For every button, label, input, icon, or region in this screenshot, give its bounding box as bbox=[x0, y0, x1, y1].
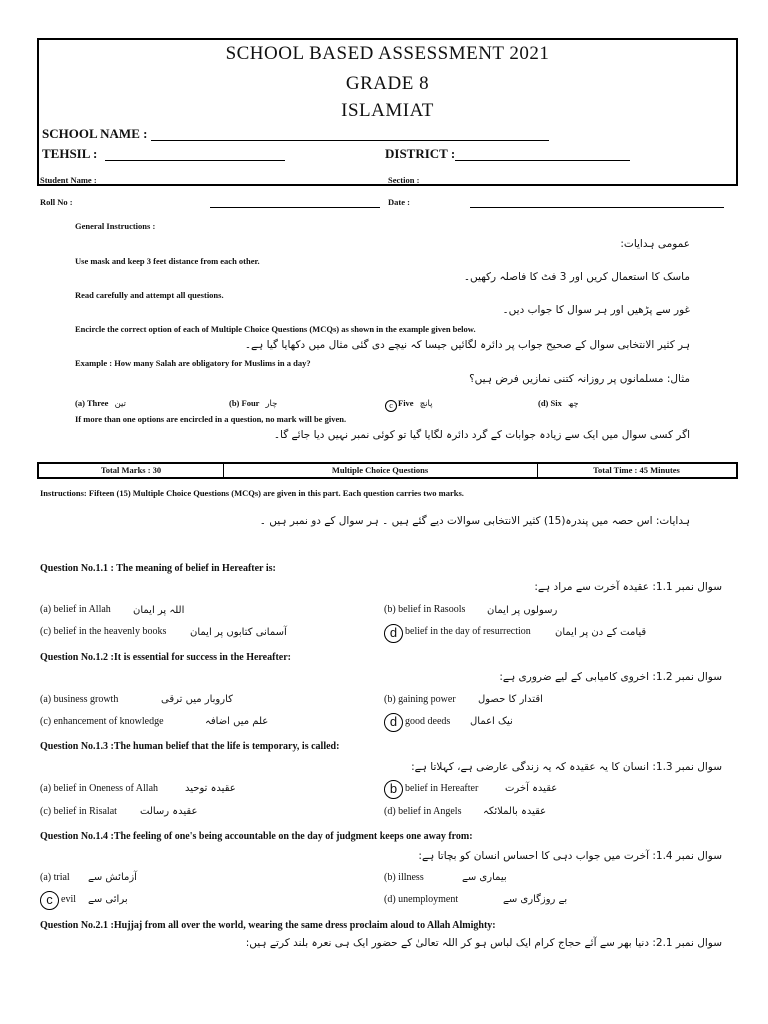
mcq-instructions-en: Instructions: Fifteen (15) Multiple Choice Questions (MCQs) are given in this part. Each question carries two marks. bbox=[40, 488, 464, 498]
section-name: Multiple Choice Questions bbox=[223, 464, 538, 477]
school-name-label: SCHOOL NAME : bbox=[42, 126, 148, 141]
section-label: Section : bbox=[388, 175, 420, 185]
example-option-a: (a) Three تین bbox=[75, 398, 126, 409]
question-2-1-ur: سوال نمبر 2.1: دنیا بھر سے آئے حجاج کرام ایک لباس ہو کر اللہ تعالیٰ کے حضور ایک ہی نعرہ بلند کرتے ہیں: bbox=[245, 937, 722, 949]
question-1-4-ur: سوال نمبر 1.4: آخرت میں جواب دہی کا احساس انسان کو بچاتا ہے: bbox=[418, 850, 722, 862]
instruction-1-ur: ماسک کا استعمال کریں اور 3 فٹ کا فاصلہ رکھیں۔ bbox=[463, 271, 690, 283]
q1-2-option-c-ur: علم میں اضافہ bbox=[205, 716, 269, 727]
q1-3-option-d[interactable]: (d) belief in Angels bbox=[384, 806, 462, 817]
q1-1-option-a[interactable]: (a) belief in Allah bbox=[40, 604, 111, 615]
q1-3-option-b[interactable]: belief in Hereafter bbox=[405, 783, 479, 794]
q1-1-option-d[interactable]: belief in the day of resurrection bbox=[405, 626, 531, 637]
q1-1-option-b-ur: رسولوں پر ایمان bbox=[487, 605, 558, 616]
q1-3-option-a[interactable]: (a) belief in Oneness of Allah bbox=[40, 783, 159, 794]
district-label: DISTRICT : bbox=[385, 146, 456, 161]
question-2-1: Question No.2.1 :Hujjaj from all over the world, wearing the same dress proclaim aloud to Allah Almighty: bbox=[40, 920, 496, 931]
subject-title: ISLAMIAT bbox=[341, 100, 434, 121]
q1-2-option-b-ur: اقتدار کا حصول bbox=[478, 694, 543, 705]
question-1-1-ur: سوال نمبر 1.1: عقیدہ آخرت سے مراد ہے: bbox=[534, 581, 722, 593]
q1-3-option-b-ur: عقیدہ آخرت bbox=[505, 783, 558, 794]
warning-ur: اگر کسی سوال میں ایک سے زیادہ جوابات کے گرد دائرہ لگایا گیا تو کوئی نمبر نہیں دیا جائے گا۔ bbox=[273, 429, 690, 441]
q1-1-option-c-ur: آسمانی کتابوں پر ایمان bbox=[190, 627, 287, 638]
q1-1-option-a-ur: اللہ پر ایمان bbox=[133, 605, 185, 616]
roll-no-label: Roll No : bbox=[40, 197, 73, 207]
q1-4-option-b[interactable]: (b) illness bbox=[384, 872, 424, 883]
example-option-b: (b) Four چار bbox=[229, 398, 278, 409]
q1-4-option-c-circle-icon: c bbox=[40, 891, 59, 910]
q1-3-option-a-ur: عقیدہ توحید bbox=[185, 783, 236, 794]
date-label: Date : bbox=[388, 197, 410, 207]
q1-4-option-a[interactable]: (a) trial bbox=[40, 872, 70, 883]
school-name-line[interactable] bbox=[151, 140, 549, 141]
general-instructions-heading: General Instructions : bbox=[75, 221, 156, 231]
tehsil-label: TEHSIL : bbox=[42, 146, 98, 161]
q1-2-option-b[interactable]: (b) gaining power bbox=[384, 694, 456, 705]
student-name-line[interactable] bbox=[210, 185, 380, 186]
question-1-2: Question No.1.2 :It is essential for success in the Hereafter: bbox=[40, 652, 291, 663]
q1-2-option-d-ur: نیک اعمال bbox=[470, 716, 513, 727]
q1-2-option-d[interactable]: good deeds bbox=[405, 716, 451, 727]
q1-1-option-d-circle-icon: d bbox=[384, 624, 403, 643]
example-option-d: (d) Six چھ bbox=[538, 398, 579, 409]
total-time: Total Time : 45 Minutes bbox=[593, 465, 680, 475]
example-option-c: Five پانچ bbox=[398, 398, 433, 409]
question-1-1: Question No.1.1 : The meaning of belief in Hereafter is: bbox=[40, 563, 276, 574]
urdu-instructions-heading: عمومی ہدایات: bbox=[620, 238, 690, 250]
question-1-2-ur: سوال نمبر 1.2: اخروی کامیابی کے لیے ضروری ہے: bbox=[499, 671, 722, 683]
q1-1-option-c[interactable]: (c) belief in the heavenly books bbox=[40, 626, 167, 637]
instruction-2-en: Read carefully and attempt all questions. bbox=[75, 290, 224, 300]
summary-bar bbox=[37, 462, 738, 479]
section-line[interactable] bbox=[470, 185, 724, 186]
q1-4-option-d[interactable]: (d) unemployment bbox=[384, 894, 459, 905]
question-1-3: Question No.1.3 :The human belief that the life is temporary, is called: bbox=[40, 741, 340, 752]
student-name-label: Student Name : bbox=[40, 175, 97, 185]
question-1-3-ur: سوال نمبر 1.3: انسان کا یہ عقیدہ کہ یہ زندگی عارضی ہے، کہلاتا ہے: bbox=[411, 761, 722, 773]
q1-1-option-d-ur: قیامت کے دن پر ایمان bbox=[555, 627, 647, 638]
q1-4-option-c[interactable]: evil bbox=[61, 894, 76, 905]
mcq-instructions-ur: ہدایات: اس حصہ میں پندرہ(15) کثیر الانتخابی سوالات دیے گئے ہیں ۔ ہر سوال کے دو نمبر ہیں ۔ bbox=[259, 515, 690, 527]
q1-3-option-c[interactable]: (c) belief in Risalat bbox=[40, 806, 117, 817]
instruction-2-ur: غور سے پڑھیں اور ہر سوال کا جواب دیں۔ bbox=[502, 304, 690, 316]
total-marks: Total Marks : 30 bbox=[39, 464, 224, 477]
grade-title: GRADE 8 bbox=[345, 73, 430, 94]
q1-3-option-c-ur: عقیدہ رسالت bbox=[140, 806, 198, 817]
roll-no-line[interactable] bbox=[210, 207, 380, 208]
q1-2-option-a-ur: کاروبار میں ترقی bbox=[161, 694, 233, 705]
instruction-3-ur: ہر کثیر الانتخابی سوال کے صحیح جواب پر دائرہ لگائیں جیسا کہ نیچے دی گئی مثال میں دکھایا گیا ہے۔ bbox=[244, 339, 690, 351]
district-line[interactable] bbox=[455, 160, 630, 161]
tehsil-line[interactable] bbox=[105, 160, 285, 161]
q1-3-option-d-ur: عقیدہ بالملائکہ bbox=[483, 806, 547, 817]
q1-2-option-d-circle-icon: d bbox=[384, 713, 403, 732]
q1-4-option-c-ur: برائی سے bbox=[88, 894, 128, 905]
q1-2-option-a[interactable]: (a) business growth bbox=[40, 694, 119, 705]
q1-4-option-d-ur: بے روزگاری سے bbox=[503, 894, 568, 905]
instruction-3-en: Encircle the correct option of each of Multiple Choice Questions (MCQs) as shown in the example given below. bbox=[75, 324, 476, 334]
date-line[interactable] bbox=[470, 207, 724, 208]
q1-4-option-b-ur: بیماری سے bbox=[462, 872, 507, 883]
example-question-ur: مثال: مسلمانوں پر روزانہ کتنی نمازیں فرض ہیں؟ bbox=[469, 373, 690, 385]
exam-title: SCHOOL BASED ASSESSMENT 2021 bbox=[225, 43, 550, 64]
q1-4-option-a-ur: آزمائش سے bbox=[88, 872, 137, 883]
q1-2-option-c[interactable]: (c) enhancement of knowledge bbox=[40, 716, 164, 727]
example-question-en: Example : How many Salah are obligatory for Muslims in a day? bbox=[75, 358, 311, 368]
example-option-c-circle-icon: c bbox=[385, 400, 397, 412]
q1-1-option-b[interactable]: (b) belief in Rasools bbox=[384, 604, 466, 615]
header-box bbox=[37, 38, 738, 186]
warning-en: If more than one options are encircled in a question, no mark will be given. bbox=[75, 414, 347, 424]
q1-3-option-b-circle-icon: b bbox=[384, 780, 403, 799]
instruction-1-en: Use mask and keep 3 feet distance from each other. bbox=[75, 256, 260, 266]
question-1-4: Question No.1.4 :The feeling of one's being accountable on the day of judgment keeps one away from: bbox=[40, 831, 473, 842]
